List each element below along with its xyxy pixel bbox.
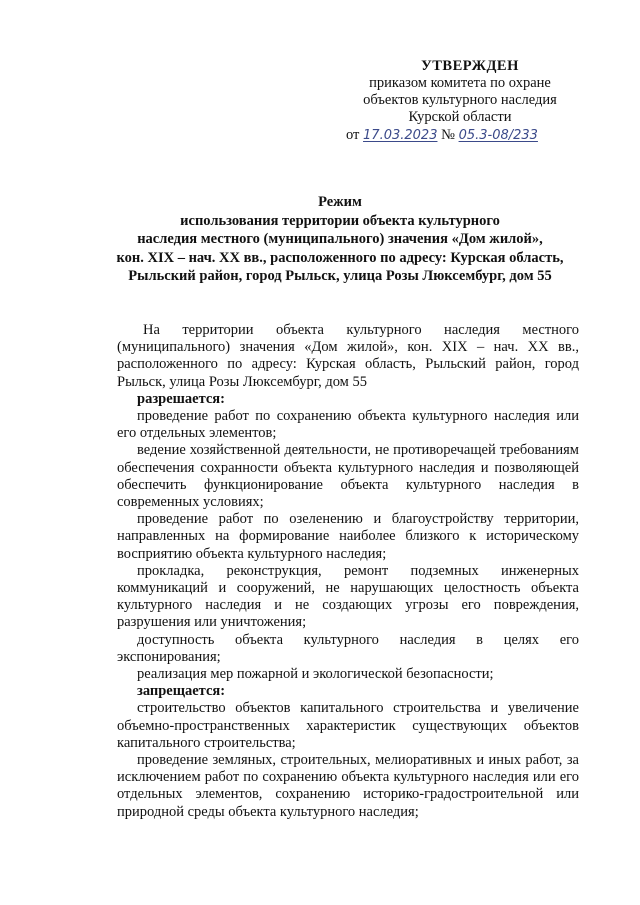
approval-line: приказом комитета по охране [369,75,551,91]
allowed-item: проведение работ по сохранению объекта культурного наследия или его отдельных элементов; [117,408,579,442]
approval-date-number [340,127,580,144]
allowed-item: проведение работ по озеленению и благоустройству территории, направленных на формирование наиболее близкого к историческому восприятию объекта культурного наследия; [117,511,579,562]
title-line: использования территории объекта культурного [180,212,500,229]
forbidden-item: проведение земляных, строительных, мелиоративных и иных работ, за исключением работ по сохранению объекта культурного наследия или его отдельных элементов, сохранению историко-градостроительной или природной среды объекта культурного наследия; [117,752,579,820]
date-prefix: от [346,127,360,143]
allowed-item: реализация мер пожарной и экологической безопасности; [137,666,494,683]
document-body [117,322,579,821]
handwritten-number: 05.3-08/233 [458,128,538,143]
approval-block [340,58,580,144]
number-prefix: № [441,127,455,143]
title-line: Режим [318,194,362,210]
forbidden-item: строительство объектов капитального строительства и увеличение объемно-пространственных характеристик существующих объектов капитального строительства; [117,700,579,751]
allowed-item: прокладка, реконструкция, ремонт подземных инженерных коммуникаций и сооружений, не нарушающих целостность объекта культурного наследия и не создающих угрозы его повреждения, разрушения или уничтожения; [117,562,579,631]
approval-heading: УТВЕРЖДЕН [421,58,519,74]
allowed-item: доступность объекта культурного наследия в целях его экспонирования; [117,631,579,665]
title-line: Рыльский район, город Рыльск, улица Розы Люксембург, дом 55 [128,268,552,284]
title-line: кон. XIX – нач. XX вв., расположенного по адресу: Курская область, [116,249,564,266]
allowed-item: ведение хозяйственной деятельности, не противоречащей требованиям обеспечения сохранности объекта культурного наследия и позволяющей обеспечить функционирование объекта культурного наследия в современных условиях; [117,442,579,511]
allowed-heading: разрешается: [137,390,225,407]
forbidden-heading: запрещается: [137,683,226,700]
document-title [80,193,600,286]
title-line: наследия местного (муниципального) значения «Дом жилой», [137,231,543,247]
approval-line: Курской области [408,109,512,125]
handwritten-date: 17.03.2023 [363,128,438,143]
approval-line: объектов культурного наследия [363,92,557,108]
intro-paragraph: На территории объекта культурного наследия местного (муниципального) значения «Дом жилой», кон. XIX – нач. XX вв., расположенного по адресу: Курская область, Рыльский район, город Рыльск, улица Розы Люксембург, дом 55 [117,322,579,390]
